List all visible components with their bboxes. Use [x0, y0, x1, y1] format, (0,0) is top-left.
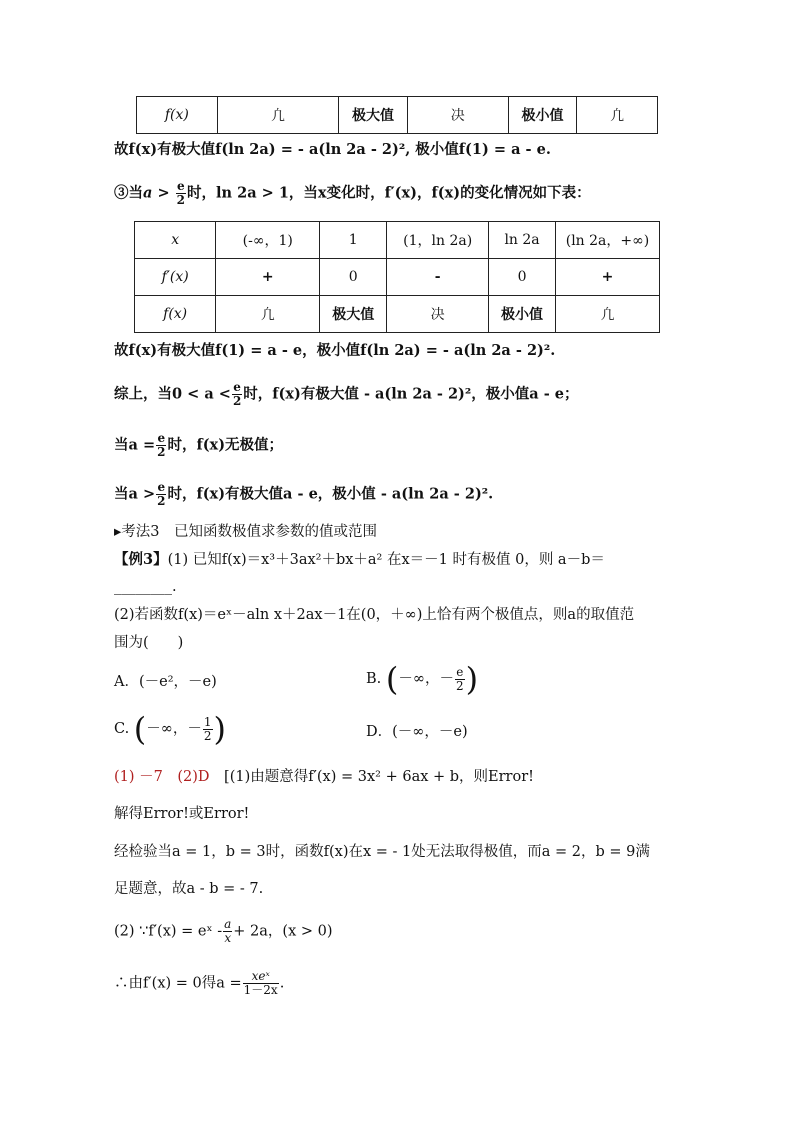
case-3-prefix: ③当 [114, 184, 143, 202]
fraction-denominator: x [224, 931, 232, 945]
answer-5-suffix: + 2a，(x > 0) [233, 923, 333, 940]
answer-line-3: 经检验当a = 1，b = 3时，函数f(x)在x = - 1处无法取得极值，而a = 2，b = 9满 [114, 844, 650, 860]
table-cell: 极小值 [508, 97, 576, 134]
summary-1-suffix: 时，f(x)有极大值 - a(ln 2a - 2)²，极小值a - e； [243, 385, 579, 403]
example-q1 [114, 550, 605, 570]
summary-line-1 [114, 381, 579, 408]
table-cell: 0 [489, 259, 556, 296]
table-cell: f(x) [135, 296, 216, 333]
table-cell: 凢 [217, 97, 339, 134]
table-row [137, 97, 658, 134]
summary-line-3 [114, 481, 493, 508]
fraction-e-over-2 [176, 180, 186, 207]
left-paren-icon: ( [133, 710, 147, 748]
right-paren-icon: ) [465, 660, 479, 698]
answer-line-5 [114, 918, 333, 945]
example-tag: 【例3】 [114, 551, 168, 568]
fraction-denominator: 2 [203, 728, 212, 743]
fraction-numerator: a [224, 917, 232, 931]
summary-2-prefix: 当a = [114, 436, 156, 454]
option-b-left: －∞，－ [398, 671, 454, 687]
table-row [135, 222, 660, 259]
table-cell: (ln 2a，+∞) [556, 222, 660, 259]
table-cell: f(x) [137, 97, 218, 134]
fraction-denominator: 2 [455, 678, 464, 693]
fraction-e-over-2 [156, 432, 166, 459]
fraction-denominator: 2 [232, 394, 242, 408]
method-heading: ▸考法3 已知函数极值求参数的值或范围 [114, 524, 378, 540]
table-cell: (-∞，1) [216, 222, 320, 259]
table-cell: f′(x) [135, 259, 216, 296]
case-3-var: a [143, 184, 153, 202]
fraction-numerator: xeˣ [251, 969, 270, 983]
option-c-label: C. [114, 721, 130, 737]
summary-3-suffix: 时，f(x)有极大值a - e，极小值 - a(ln 2a - 2)². [167, 485, 494, 503]
fraction-denominator: 2 [176, 193, 186, 207]
conclusion-1: 故f(x)有极大值f(ln 2a) = - a(ln 2a - 2)², 极小值f(1) = a - e. [114, 141, 551, 158]
fraction-e-over-2 [455, 666, 465, 693]
option-b-label: B. [366, 671, 382, 687]
fraction-xex-over-1-2x [243, 970, 279, 997]
fraction-1-over-2 [203, 716, 213, 743]
table-2 [134, 221, 660, 333]
fraction-e-over-2 [156, 481, 166, 508]
fraction-denominator: 2 [157, 445, 166, 459]
left-paren-icon: ( [385, 660, 399, 698]
answer-head: (1) －7 (2)D [114, 769, 210, 785]
answer-line-4: 足题意，故a - b = - 7. [114, 881, 264, 897]
table-cell: (1，ln 2a) [387, 222, 489, 259]
table-cell: 凢 [216, 296, 320, 333]
option-d: D．(－∞，－e) [366, 724, 468, 740]
summary-2-suffix: 时，f(x)无极值； [167, 436, 284, 454]
fraction-denominator: 1－2x [243, 983, 278, 997]
table-cell: 极小值 [489, 296, 556, 333]
fraction-numerator: e [157, 480, 166, 494]
option-c-left: －∞，－ [146, 721, 202, 737]
table-cell: x [135, 222, 216, 259]
table-row [135, 259, 660, 296]
option-c [114, 710, 226, 748]
summary-3-prefix: 当a > [114, 485, 156, 503]
example-q2-line2: 围为( ) [114, 635, 184, 651]
table-cell: 凢 [556, 296, 660, 333]
example-q1-blank: ________. [114, 579, 177, 595]
fraction-a-over-x [223, 918, 232, 945]
fraction-numerator: e [157, 431, 166, 445]
table-cell: 1 [320, 222, 387, 259]
table-1 [136, 96, 658, 134]
table-cell: 0 [320, 259, 387, 296]
fraction-denominator: 2 [157, 494, 166, 508]
example-q1-text: (1) 已知f(x)＝x³＋3ax²＋bx＋a² 在x＝－1 时有极值 0，则 a－b＝ [167, 552, 605, 568]
answer-line-1 [114, 767, 534, 787]
fraction-numerator: e [177, 179, 185, 193]
table-cell: - [387, 259, 489, 296]
option-a: A．(－e²，－e) [114, 674, 217, 690]
answer-line-6 [114, 970, 284, 997]
case-3-suffix: 时，ln 2a > 1，当x变化时，f′(x)，f(x)的变化情况如下表： [187, 184, 591, 202]
case-3-gt: > [152, 184, 175, 202]
answer-6-prefix: ∴由f′(x) = 0得a = [114, 975, 242, 992]
option-b [366, 660, 479, 698]
answer-5-prefix: (2) ∵f′(x) = eˣ - [114, 923, 223, 940]
answer-6-suffix: . [279, 975, 285, 992]
table-cell: 决 [387, 296, 489, 333]
fraction-e-over-2 [232, 381, 242, 408]
fraction-numerator: e [456, 664, 464, 679]
right-paren-icon: ) [213, 710, 226, 748]
table-cell: 极大值 [339, 97, 407, 134]
table-cell: + [556, 259, 660, 296]
case-3-line [114, 180, 591, 207]
example-q2-line1: (2)若函数f(x)＝eˣ－aln x＋2ax－1在(0，＋∞)上恰有两个极值点，则a的取值范 [114, 607, 635, 623]
table-cell: ln 2a [489, 222, 556, 259]
answer-line-2: 解得Error!或Error! [114, 806, 250, 822]
conclusion-2: 故f(x)有极大值f(1) = a - e，极小值f(ln 2a) = - a(ln 2a - 2)². [114, 342, 556, 359]
table-cell: 凢 [577, 97, 658, 134]
fraction-numerator: e [233, 380, 241, 394]
summary-1-prefix: 综上，当0 < a < [114, 385, 231, 403]
table-cell: 决 [407, 97, 508, 134]
table-cell: 极大值 [320, 296, 387, 333]
answer-line-1-rest: [(1)由题意得f′(x) = 3x² + 6ax + b，则Error! [224, 769, 534, 785]
summary-line-2 [114, 432, 283, 459]
fraction-numerator: 1 [203, 714, 212, 729]
table-row [135, 296, 660, 333]
table-cell: + [216, 259, 320, 296]
